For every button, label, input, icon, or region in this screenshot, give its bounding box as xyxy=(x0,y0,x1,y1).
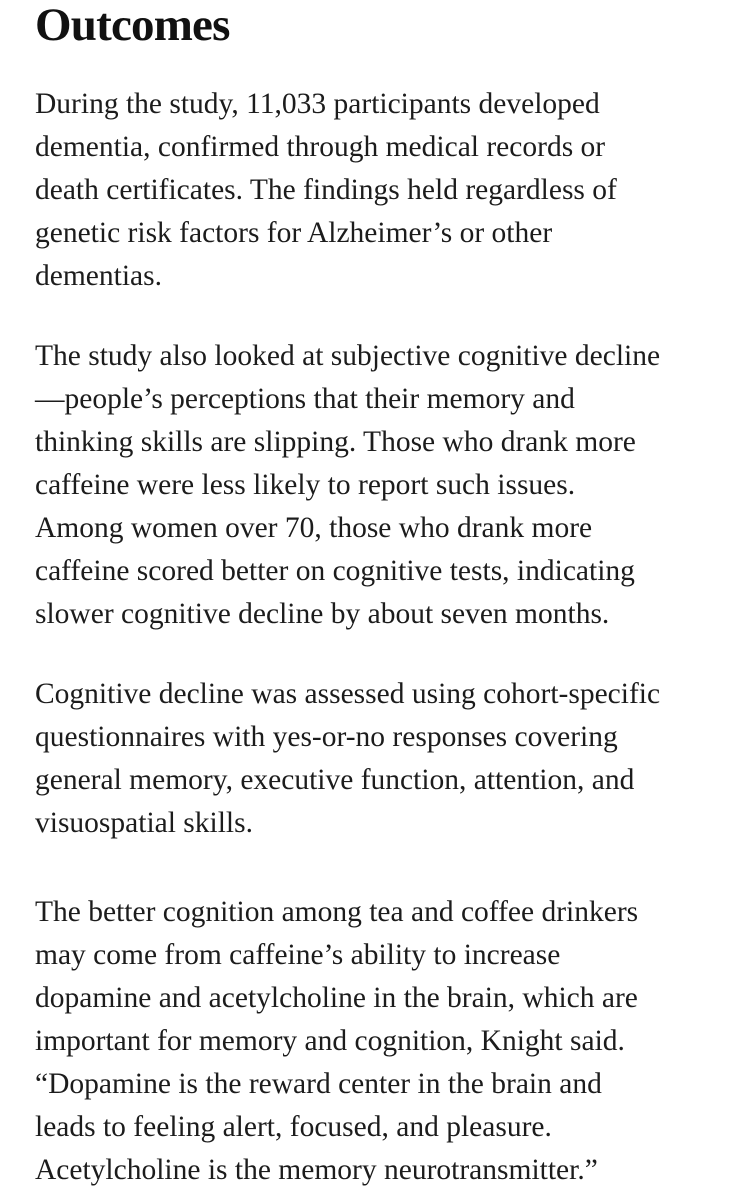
paragraph-line: questionnaires with yes-or-no responses covering xyxy=(35,721,618,753)
paragraph-line: leads to feeling alert, focused, and pleasure. xyxy=(35,1111,552,1143)
paragraph-line: Among women over 70, those who drank more xyxy=(35,512,593,544)
paragraph-line: The study also looked at subjective cognitive decline xyxy=(35,340,661,372)
paragraph-line: During the study, 11,033 participants developed xyxy=(35,88,600,120)
paragraph-line: “Dopamine is the reward center in the brain and xyxy=(35,1068,602,1100)
paragraph-line: Acetylcholine is the memory neurotransmitter.” xyxy=(35,1154,598,1186)
paragraph-line: general memory, executive function, attention, and xyxy=(35,764,635,796)
paragraph-line: dopamine and acetylcholine in the brain, which are xyxy=(35,982,638,1014)
paragraph-subjective-decline xyxy=(35,335,660,636)
paragraph-assessment xyxy=(35,673,660,845)
paragraph-line: Cognitive decline was assessed using cohort-specific xyxy=(35,678,661,710)
paragraph-line: The better cognition among tea and coffee drinkers xyxy=(35,896,639,928)
paragraph-line: caffeine were less likely to report such issues. xyxy=(35,469,576,501)
paragraph-outcomes-dementia xyxy=(35,83,617,298)
article-section xyxy=(35,0,725,1186)
paragraph-caffeine-mechanism xyxy=(35,891,638,1192)
paragraph-line: death certificates. The findings held regardless of xyxy=(35,174,617,206)
paragraph-line: important for memory and cognition, Knight said. xyxy=(35,1025,625,1057)
paragraph-line: thinking skills are slipping. Those who drank more xyxy=(35,426,636,458)
section-heading: Outcomes xyxy=(35,0,230,51)
paragraph-line: visuospatial skills. xyxy=(35,807,253,839)
paragraph-line: genetic risk factors for Alzheimer’s or other xyxy=(35,217,553,249)
paragraph-line: may come from caffeine’s ability to increase xyxy=(35,939,561,971)
paragraph-line: caffeine scored better on cognitive tests, indicating xyxy=(35,555,635,587)
paragraph-line: slower cognitive decline by about seven months. xyxy=(35,598,610,630)
paragraph-line: dementia, confirmed through medical records or xyxy=(35,131,606,163)
paragraph-line: —people’s perceptions that their memory and xyxy=(35,383,575,415)
paragraph-line: dementias. xyxy=(35,260,162,292)
